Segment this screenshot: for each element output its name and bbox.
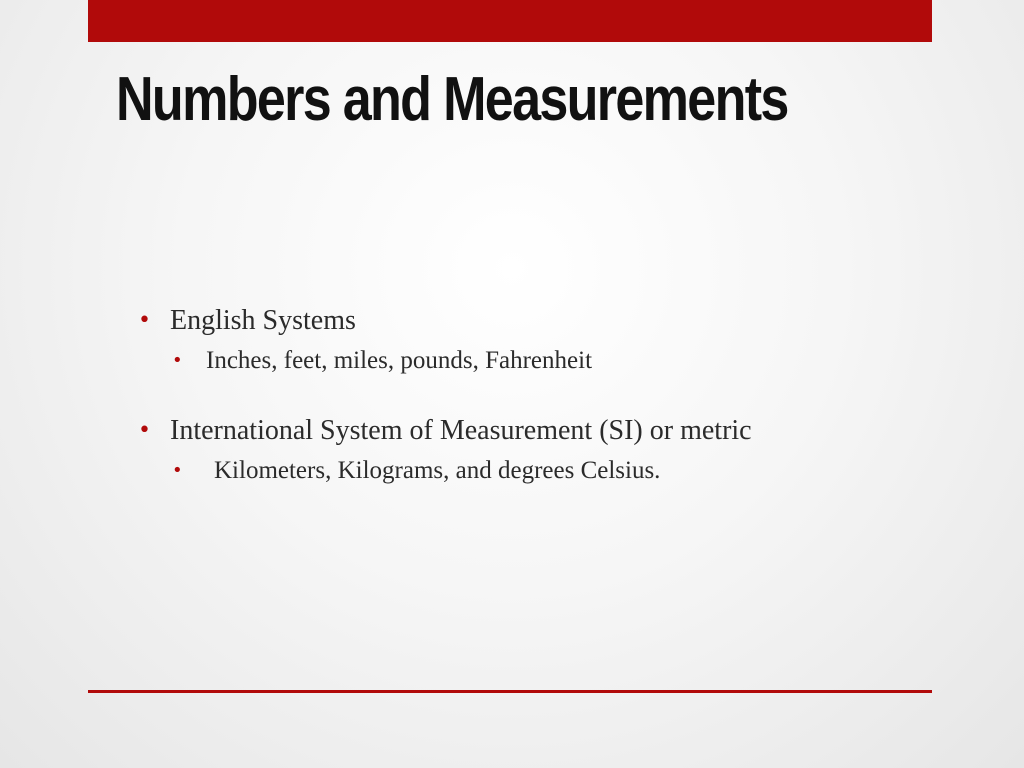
top-accent-bar [88, 0, 932, 42]
list-item-text: English Systems [170, 305, 356, 336]
sub-list-item-text: Inches, feet, miles, pounds, Fahrenheit [206, 347, 593, 374]
list-item-text: International System of Measurement (SI) or metric [170, 415, 752, 446]
list-item [138, 302, 928, 340]
bullet-icon: • [172, 350, 183, 371]
bullet-icon: • [172, 460, 183, 481]
bullet-icon: • [138, 308, 151, 333]
bullet-list [138, 302, 928, 488]
bullet-icon: • [138, 418, 151, 443]
list-item [138, 412, 928, 450]
bottom-divider [88, 690, 932, 693]
sub-list-item-text: Kilometers, Kilograms, and degrees Celsius. [214, 457, 661, 484]
sub-list-item [138, 454, 928, 488]
slide-title: Numbers and Measurements [116, 65, 788, 134]
sub-list-item [138, 344, 928, 378]
